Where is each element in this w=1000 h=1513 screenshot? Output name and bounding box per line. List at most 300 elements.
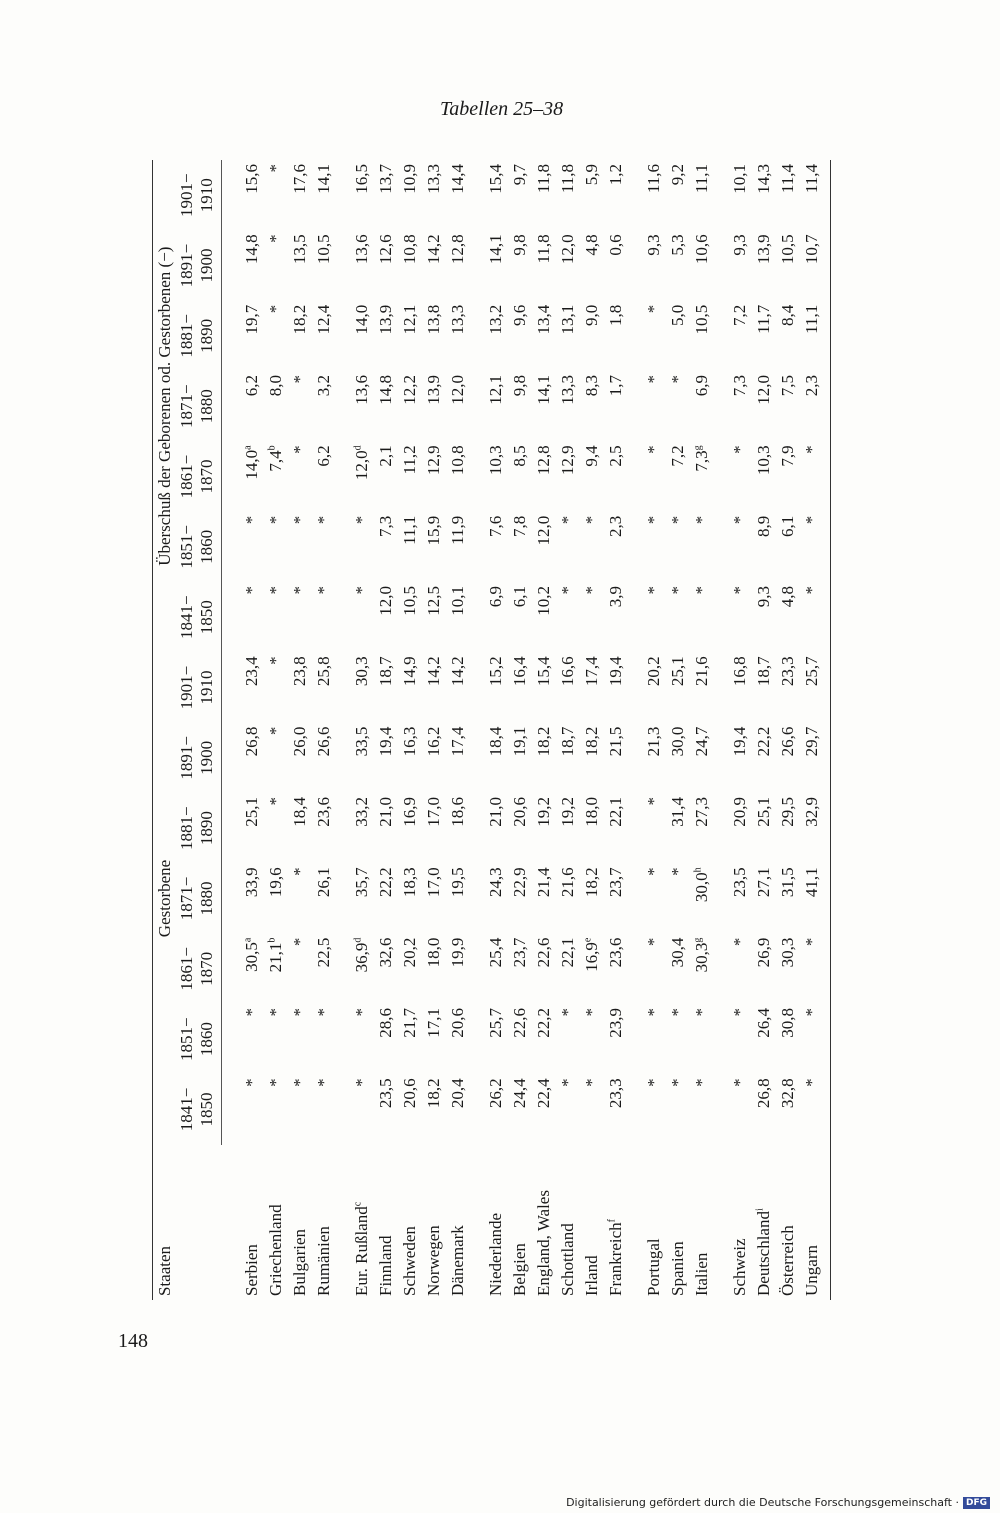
table-cell: 22,1 (606, 797, 625, 827)
table-row (532, 160, 556, 1300)
table-cell: 30,3 (778, 937, 797, 968)
table-cell: 14,0 (352, 304, 371, 335)
table-cell: 12,4 (314, 304, 333, 335)
dfg-logo: DFG (963, 1497, 990, 1509)
state-name: Finnland (376, 1235, 395, 1296)
rotated-table (152, 160, 842, 1300)
table-cell: 1,8 (606, 304, 625, 326)
table-cell: 30,8 (778, 1007, 797, 1038)
table-cell: 20,6 (448, 1007, 467, 1038)
table-cell: 12,2 (400, 375, 419, 405)
table-cell: 17,4 (582, 656, 601, 687)
table-cell: * (644, 304, 663, 314)
table-cell: 16,6 (558, 656, 577, 687)
table-cell: * (290, 867, 309, 876)
table-cell: 18,3 (400, 867, 419, 898)
table-cell: 23,3 (606, 1078, 625, 1109)
table-cell: 23,9 (606, 1007, 625, 1038)
table-cell: 26,8 (242, 726, 261, 757)
table-cell: 26,9 (754, 937, 773, 968)
table-row (336, 160, 374, 1300)
table-cell: 21,1$^b$ (266, 937, 285, 973)
state-name: Portugal (644, 1238, 663, 1296)
table-cell: * (692, 515, 711, 525)
table-cell: 13,6 (352, 234, 371, 265)
table-cell: 12,1 (486, 375, 505, 405)
table-cell: 30,0 (668, 726, 687, 757)
table-cell: 4,8 (778, 586, 797, 608)
table-row (776, 160, 800, 1300)
state-name: Rumänien (314, 1226, 333, 1296)
state-name: Schottland (558, 1223, 577, 1296)
table-cell: 14,1 (486, 234, 505, 265)
table-cell: 26,8 (754, 1078, 773, 1109)
state-name: Ungarn (800, 1145, 831, 1300)
table-row (556, 160, 580, 1300)
table-cell: 23,3 (778, 656, 797, 687)
table-row (222, 160, 265, 1300)
table-cell: 23,7 (510, 937, 529, 968)
table-cell: * (730, 937, 749, 947)
table-cell: * (558, 1078, 577, 1087)
table-cell: * (644, 867, 663, 876)
table-cell: 9,3 (644, 234, 663, 256)
table-cell: 17,0 (424, 867, 443, 898)
table-cell: 10,3 (486, 445, 505, 476)
table-cell: 8,4 (778, 304, 797, 326)
period-header: 1901− 1910 (177, 652, 222, 722)
table-cell: 6,1 (510, 586, 529, 608)
table-cell: * (668, 375, 687, 384)
state-name: Schweden (400, 1226, 419, 1296)
table-cell: 30,0$^h$ (692, 867, 711, 903)
table-cell: 22,2 (754, 726, 773, 757)
table-cell: 8,9 (754, 515, 773, 537)
table-cell: 17,0 (424, 797, 443, 827)
table-cell: 6,2 (242, 375, 261, 397)
table-cell: * (242, 1007, 261, 1017)
table-cell: 23,5 (730, 867, 749, 898)
table-cell: * (314, 586, 333, 595)
period-header-row (177, 160, 222, 1300)
table-cell: 19,2 (534, 797, 553, 827)
table-cell: 15,2 (486, 656, 505, 687)
table-cell: 11,1 (800, 301, 831, 371)
table-cell: 11,6 (644, 164, 663, 194)
state-name: Deutschland$^i$ (754, 1208, 773, 1296)
table-cell: 9,4 (582, 445, 601, 467)
table-cell: * (730, 445, 749, 454)
table-cell: 11,1 (692, 164, 711, 194)
table-cell: 25,1 (242, 797, 261, 827)
table-cell: * (644, 797, 663, 806)
table-cell: 9,3 (754, 586, 773, 608)
table-row (714, 160, 752, 1300)
table-cell: 18,2 (534, 726, 553, 757)
table-cell: 12,0 (534, 515, 553, 546)
table-cell: 11,4 (778, 164, 797, 194)
table-cell: 12,8 (534, 445, 553, 476)
table-cell: 3,9 (606, 586, 625, 608)
table-cell: 13,3 (558, 375, 577, 405)
table-cell: 7,2 (730, 304, 749, 326)
table-cell: 18,7 (754, 656, 773, 687)
period-header: 1901− 1910 (177, 160, 222, 230)
table-cell: 5,9 (582, 164, 601, 186)
table-cell: 10,6 (692, 234, 711, 265)
table-cell: * (558, 586, 577, 595)
table-cell: 16,3 (400, 726, 419, 757)
table-cell: 19,6 (266, 867, 285, 898)
table-cell: 2,5 (606, 445, 625, 467)
table-cell: * (266, 1007, 285, 1017)
table-cell: * (266, 164, 285, 173)
table-cell: 12,0 (754, 375, 773, 405)
table-cell: 13,3 (448, 304, 467, 335)
table-cell: * (582, 1078, 601, 1087)
table-cell: 11,7 (754, 304, 773, 334)
table-cell: 12,0 (376, 586, 395, 616)
table-cell: 19,4 (730, 726, 749, 757)
table-cell: * (242, 1078, 261, 1087)
table-cell: 4,8 (582, 234, 601, 256)
table-cell: * (352, 1007, 371, 1017)
table-cell: * (800, 934, 831, 1004)
table-cell: 19,5 (448, 867, 467, 898)
table-cell: * (352, 1078, 371, 1087)
table-cell: 22,5 (314, 937, 333, 968)
table-cell: 9,3 (730, 234, 749, 256)
table-cell: 26,2 (486, 1078, 505, 1109)
state-name: Norwegen (424, 1225, 443, 1296)
table-cell: * (314, 515, 333, 525)
state-name: Dänemark (448, 1225, 467, 1296)
table-cell: 29,7 (800, 723, 831, 793)
table-cell: 18,6 (448, 797, 467, 827)
table-cell: 7,3 (730, 375, 749, 397)
table-cell: * (266, 656, 285, 665)
page-number: 148 (118, 1330, 148, 1352)
table-cell: 25,7 (486, 1007, 505, 1038)
table-cell: 11,9 (448, 515, 467, 545)
state-name: Eur. Rußland$^c$ (352, 1201, 371, 1296)
table-cell: 11,8 (534, 164, 553, 194)
period-header: 1851− 1860 (177, 512, 222, 582)
table-cell: 13,2 (486, 304, 505, 335)
table-cell: 27,1 (754, 867, 773, 898)
period-header: 1861− 1870 (177, 441, 222, 511)
table-cell: 15,6 (242, 164, 261, 194)
table-cell: 12,8 (448, 234, 467, 265)
table-cell: 24,3 (486, 867, 505, 898)
mortality-table (152, 160, 831, 1300)
table-cell: * (692, 1007, 711, 1017)
table-cell: 3,2 (314, 375, 333, 397)
table-cell: 23,5 (376, 1078, 395, 1109)
table-cell: * (644, 937, 663, 947)
table-cell: 14,2 (424, 234, 443, 265)
table-cell: 7,9 (778, 445, 797, 467)
table-cell: * (266, 797, 285, 806)
state-name: Spanien (668, 1241, 687, 1296)
footer (566, 1496, 990, 1509)
table-cell: 13,8 (424, 304, 443, 335)
table-cell: 18,0 (582, 797, 601, 827)
table-cell: 6,1 (778, 515, 797, 537)
table-cell: 32,9 (800, 793, 831, 863)
table-cell: 8,3 (582, 375, 601, 397)
table-cell: 2,3 (606, 515, 625, 537)
table-cell: 21,0 (486, 797, 505, 827)
table-cell: 15,4 (534, 656, 553, 687)
table-cell: * (730, 586, 749, 595)
period-header: 1841− 1850 (177, 582, 222, 652)
table-cell: 2,1 (376, 445, 395, 467)
table-cell: 12,0 (558, 234, 577, 265)
table-cell: 22,2 (534, 1007, 553, 1038)
table-cell: 20,9 (730, 797, 749, 827)
table-cell: * (352, 515, 371, 525)
table-cell: 25,1 (754, 797, 773, 827)
table-cell: * (644, 586, 663, 595)
table-cell: 13,9 (424, 375, 443, 405)
table-cell: 0,6 (606, 234, 625, 256)
table-cell: 14,1 (314, 164, 333, 194)
period-header: 1871− 1880 (177, 863, 222, 933)
table-cell: 19,1 (510, 726, 529, 757)
table-cell: 26,0 (290, 726, 309, 757)
table-cell: 5,0 (668, 304, 687, 326)
state-name: Österreich (778, 1225, 797, 1296)
footer-text: Digitalisierung gefördert durch die Deutsche Forschungsgemeinschaft · (566, 1496, 959, 1509)
table-cell: 16,9e (582, 937, 601, 972)
table-cell: 13,5 (290, 234, 309, 265)
table-cell: 20,6 (400, 1078, 419, 1109)
table-row (374, 160, 398, 1300)
table-cell: * (242, 586, 261, 595)
table-cell: * (644, 445, 663, 454)
table-cell: 12,5 (424, 586, 443, 616)
table-cell: 19,4 (606, 656, 625, 687)
table-cell: 10,5 (314, 234, 333, 265)
table-row (264, 160, 288, 1300)
table-cell: * (644, 515, 663, 525)
table-cell: * (668, 515, 687, 525)
table-cell: 10,9 (400, 164, 419, 194)
table-cell: 30,4 (668, 937, 687, 968)
table-cell: 9,8 (510, 234, 529, 256)
table-cell: 9,2 (668, 164, 687, 186)
gestorbene-header: Gestorbene (153, 652, 178, 1144)
table-cell: * (668, 586, 687, 595)
table-cell: 15,9 (424, 515, 443, 546)
table-cell: 18,4 (290, 797, 309, 827)
table-row (666, 160, 690, 1300)
table-cell: * (558, 1007, 577, 1017)
table-row (470, 160, 508, 1300)
table-cell: * (290, 586, 309, 595)
table-cell: 6,9 (692, 375, 711, 397)
table-cell: 13,4 (534, 304, 553, 335)
table-cell: 14,8 (376, 375, 395, 405)
period-header: 1891− 1900 (177, 723, 222, 793)
table-cell: 19,2 (558, 797, 577, 827)
table-cell: 26,4 (754, 1007, 773, 1038)
table-cell: * (290, 445, 309, 454)
table-cell: * (290, 937, 309, 947)
table-cell: * (582, 515, 601, 525)
table-cell: 2,3 (800, 371, 831, 441)
table-cell: 18,0 (424, 937, 443, 968)
table-cell: 7,4$^b$ (266, 445, 285, 472)
table-cell: 14,8 (242, 234, 261, 265)
table-cell: 16,2 (424, 726, 443, 757)
table-cell: 30,3 (352, 656, 371, 687)
table-cell: 10,2 (534, 586, 553, 616)
table-cell: 25,8 (314, 656, 333, 687)
table-cell: 12,9 (424, 445, 443, 476)
table-cell: 20,4 (448, 1078, 467, 1109)
state-name: Serbien (241, 1244, 261, 1296)
table-cell: 18,2 (290, 304, 309, 335)
table-cell: 21,7 (400, 1007, 419, 1038)
table-cell: 32,6 (376, 937, 395, 968)
period-header: 1841− 1850 (177, 1074, 222, 1144)
table-cell: * (242, 515, 261, 525)
table-cell: 17,4 (448, 726, 467, 757)
table-cell: 14,4 (448, 164, 467, 194)
table-cell: 10,1 (730, 164, 749, 194)
table-cell: 22,4 (534, 1078, 553, 1109)
table-cell: 10,3 (754, 445, 773, 476)
table-cell: 11,8 (558, 164, 577, 194)
table-cell: 19,4 (376, 726, 395, 757)
table-cell: 12,9 (558, 445, 577, 476)
table-cell: 16,5 (352, 164, 371, 194)
table-row (628, 160, 666, 1300)
table-cell: 13,1 (558, 304, 577, 335)
table-cell: 6,2 (314, 445, 333, 467)
table-cell: 20,6 (510, 797, 529, 827)
period-header: 1871− 1880 (177, 371, 222, 441)
table-cell: 19,7 (242, 304, 261, 335)
table-row (800, 160, 831, 1300)
running-head: Tabellen 25–38 (440, 98, 564, 120)
table-row (446, 160, 470, 1300)
table-cell: 22,6 (534, 937, 553, 968)
table-cell: 1,2 (606, 164, 625, 186)
staaten-header: Staaten (153, 1145, 222, 1300)
table-cell: * (730, 1007, 749, 1017)
table-cell: 20,2 (400, 937, 419, 968)
table-cell: * (290, 1078, 309, 1087)
table-cell: 13,9 (754, 234, 773, 265)
state-name: Belgien (510, 1243, 529, 1296)
table-cell: * (352, 586, 371, 595)
table-cell: 25,7 (800, 652, 831, 722)
table-cell: 18,2 (582, 867, 601, 898)
table-cell: 16,4 (510, 656, 529, 687)
table-cell: 16,9 (400, 797, 419, 827)
table-row (508, 160, 532, 1300)
period-header: 1851− 1860 (177, 1004, 222, 1074)
table-cell: 21,3 (644, 726, 663, 757)
table-cell: 30,3$^g$ (692, 937, 711, 973)
table-row (690, 160, 714, 1300)
table-row (422, 160, 446, 1300)
table-cell: * (582, 586, 601, 595)
table-cell: 12,6 (376, 234, 395, 265)
state-name: Schweiz (730, 1238, 749, 1296)
table-cell: * (692, 1078, 711, 1087)
table-cell: 10,5 (778, 234, 797, 265)
table-cell: 11,2 (400, 445, 419, 475)
table-row (580, 160, 604, 1300)
table-cell: 10,8 (400, 234, 419, 265)
table-body (222, 160, 831, 1300)
table-cell: * (314, 1078, 333, 1087)
state-name: Irland (582, 1255, 601, 1296)
table-cell: * (668, 1078, 687, 1087)
state-name: Bulgarien (290, 1228, 309, 1296)
table-cell: 13,7 (376, 164, 395, 194)
table-cell: 11,8 (534, 234, 553, 264)
table-cell: 33,9 (242, 867, 261, 898)
table-cell: 23,7 (606, 867, 625, 898)
table-cell: 33,5 (352, 726, 371, 757)
table-cell: 24,7 (692, 726, 711, 757)
table-cell: * (692, 586, 711, 595)
table-cell: * (314, 1007, 333, 1017)
table-cell: * (644, 1007, 663, 1017)
table-cell: 20,2 (644, 656, 663, 687)
table-cell: 12,0 (448, 375, 467, 405)
table-cell: 25,1 (668, 656, 687, 687)
table-cell: 9,8 (510, 375, 529, 397)
table-cell: 13,3 (424, 164, 443, 194)
table-cell: 13,6 (352, 375, 371, 405)
table-cell: * (800, 1004, 831, 1074)
table-cell: * (644, 375, 663, 384)
table-cell: 23,4 (242, 656, 261, 687)
table-cell: * (290, 1007, 309, 1017)
state-name: England, Wales (534, 1190, 553, 1296)
table-cell: 10,5 (400, 586, 419, 616)
table-cell: * (730, 1078, 749, 1087)
table-cell: 9,7 (510, 164, 529, 186)
table-cell: 18,2 (582, 726, 601, 757)
table-cell: 7,3$^g$ (692, 445, 711, 472)
table-cell: 22,1 (558, 937, 577, 968)
table-cell: * (582, 1007, 601, 1017)
table-cell: 10,8 (448, 445, 467, 476)
table-cell: * (800, 512, 831, 582)
table-cell: 9,0 (582, 304, 601, 326)
table-cell: 31,5 (778, 867, 797, 898)
table-cell: 18,4 (486, 726, 505, 757)
table-cell: 11,4 (800, 160, 831, 230)
state-name: Griechenland (266, 1204, 285, 1296)
table-cell: 8,5 (510, 445, 529, 467)
table-cell: * (668, 867, 687, 876)
table-cell: 33,2 (352, 797, 371, 827)
table-cell: 32,8 (778, 1078, 797, 1109)
ueberschuss-header: Überschuß der Geborenen od. Gestorbenen (−) (153, 160, 178, 652)
table-cell: 18,7 (558, 726, 577, 757)
table-cell: 23,6 (314, 797, 333, 827)
table-cell: 29,5 (778, 797, 797, 827)
table-cell: 13,9 (376, 304, 395, 335)
